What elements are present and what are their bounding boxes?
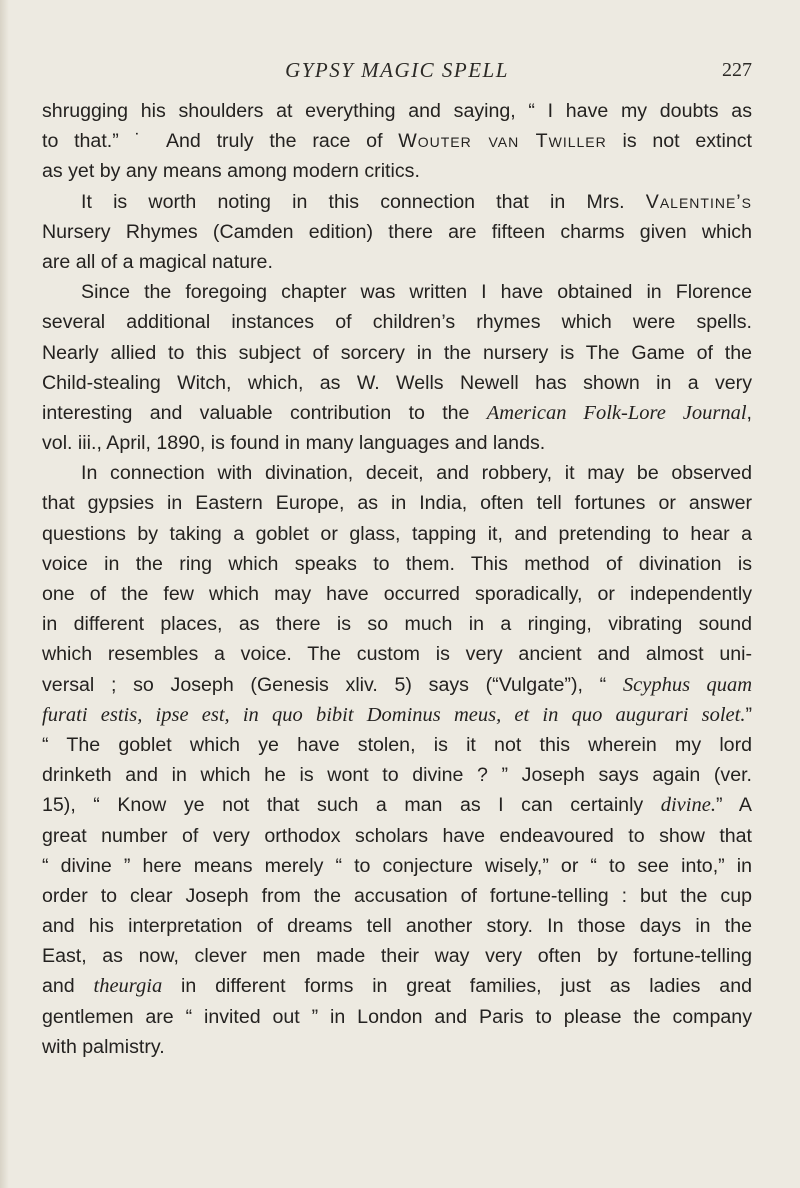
text-line xyxy=(42,187,752,217)
text-line: East, as now, clever men made their way very often by fortune-telling xyxy=(42,945,752,968)
italic-word: theurgia xyxy=(93,975,163,998)
page-number: 227 xyxy=(722,59,752,81)
text-line: great number of very orthodox scholars have endeavoured to show that xyxy=(42,824,752,847)
text-line: shrugging his shoulders at everything and saying, “ I have my doubts as xyxy=(42,100,752,122)
text-line: with palmistry. xyxy=(42,1035,165,1058)
text-run: in different forms in great families, just as ladies and xyxy=(162,975,752,998)
text-line xyxy=(42,398,752,428)
text-line xyxy=(42,670,752,700)
text-line: Since the foregoing chapter was written I have obtained in Florence xyxy=(81,281,752,304)
text-line: In connection with divination, deceit, and robbery, it may be observed xyxy=(81,462,752,485)
text-line: one of the few which may have occurred sporadically, or independently xyxy=(42,583,752,605)
italic-word: divine. xyxy=(660,794,716,817)
name-small-caps: Valentine’s xyxy=(645,190,752,213)
page-edge-shadow xyxy=(0,0,9,1188)
text-line: “ divine ” here means merely “ to conjecture wisely,” or “ to see into,” in xyxy=(42,854,752,877)
text-line: Child-stealing Witch, which, as W. Wells Newell has shown in a very xyxy=(42,371,752,394)
text-line: in different places, as there is so much in a ringing, vibrating sound xyxy=(42,613,752,636)
text-line: Nursery Rhymes (Camden edition) there are fifteen charms given which xyxy=(42,220,752,243)
text-line: several additional instances of children’s rhymes which were spells. xyxy=(42,311,752,334)
text-run: interesting and valuable contribution to the xyxy=(42,401,487,424)
text-run: and xyxy=(42,975,94,998)
text-line xyxy=(42,790,752,820)
text-line: Nearly allied to this subject of sorcery in the nursery is The Game of the xyxy=(42,341,752,364)
text-line: and his interpretation of dreams tell another story. In those days in the xyxy=(42,915,752,938)
text-line: drinketh and in which he is wont to divine ? ” Joseph says again (ver. xyxy=(42,764,752,787)
body-text xyxy=(42,96,752,1062)
name-small-caps: Wouter van Twiller xyxy=(398,130,607,153)
text-run: 15), “ Know ye not that such a man as I can certainly xyxy=(42,794,661,817)
text-line: “ The goblet which ye have stolen, is it not this wherein my lord xyxy=(42,733,752,756)
text-line xyxy=(42,700,752,730)
running-title: GYPSY MAGIC SPELL xyxy=(285,58,509,82)
text-run: ” xyxy=(745,703,752,726)
text-run: ” A xyxy=(715,794,752,817)
latin-quote: Scyphus quam xyxy=(622,673,752,696)
page-header xyxy=(42,58,752,92)
text-line xyxy=(42,126,752,156)
text-line: questions by taking a goblet or glass, tapping it, and pretending to hear a xyxy=(42,522,752,545)
text-line: as yet by any means among modern critics. xyxy=(42,160,420,183)
text-line: which resembles a voice. The custom is very ancient and almost uni- xyxy=(42,643,752,666)
text-line: voice in the ring which speaks to them. This method of divination is xyxy=(42,552,752,575)
italic-title: American Folk-Lore Journal xyxy=(486,401,747,424)
text-line: that gypsies in Eastern Europe, as in India, often tell fortunes or answer xyxy=(42,492,752,515)
text-run: , xyxy=(746,401,752,424)
text-run: to that.” ˙ And truly the race of xyxy=(42,130,399,153)
latin-quote: furati estis, ipse est, in quo bibit Dominus meus, et in quo augurari solet. xyxy=(42,703,746,726)
text-line: vol. iii., April, 1890, is found in many languages and lands. xyxy=(42,432,546,455)
text-line: are all of a magical nature. xyxy=(42,250,273,273)
text-run: is not extinct xyxy=(606,130,752,153)
text-run: versal ; so Joseph (Genesis xliv. 5) says (“Vulgate”), “ xyxy=(42,673,623,696)
text-line: order to clear Joseph from the accusation of fortune-telling : but the cup xyxy=(42,884,752,907)
text-line xyxy=(42,971,752,1001)
text-run: It is worth noting in this connection that in Mrs. xyxy=(81,190,646,213)
text-line: gentlemen are “ invited out ” in London and Paris to please the company xyxy=(42,1005,752,1028)
